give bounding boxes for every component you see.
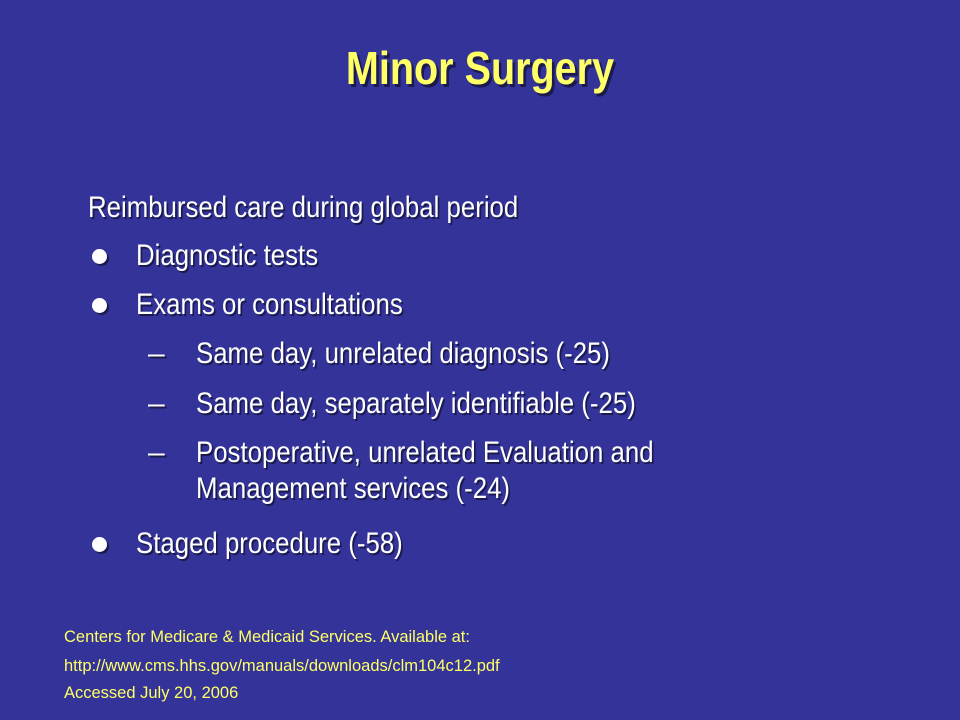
slide-title: Minor Surgery: [345, 42, 615, 94]
subitem-text-line1: Postoperative, unrelated Evaluation and: [196, 436, 654, 469]
subitem-text: Same day, separately identifiable (-25): [196, 387, 636, 420]
bullet-text: Diagnostic tests: [136, 239, 319, 272]
bullet-item-exams: [88, 287, 688, 323]
subitem-postoperative: [88, 435, 848, 507]
dash-icon: –: [148, 337, 165, 370]
bullet-dot-icon: [92, 537, 107, 552]
subitem-same-day-separate: [88, 386, 788, 422]
bullet-text: Exams or consultations: [136, 288, 403, 321]
bullet-item-diagnostic-tests: [88, 238, 688, 274]
bullet-dot-icon: [92, 298, 107, 313]
bullet-dot-icon: [92, 249, 107, 264]
citation-line-accessed: Accessed July 20, 2006: [64, 684, 239, 702]
dash-icon: –: [148, 436, 165, 469]
bullet-text: Staged procedure (-58): [136, 527, 403, 560]
dash-icon: –: [148, 387, 165, 420]
intro-text: Reimbursed care during global period: [88, 191, 519, 224]
bullet-item-staged-procedure: [88, 526, 688, 562]
subitem-same-day-unrelated: [88, 336, 788, 372]
citation-line-url: http://www.cms.hhs.gov/manuals/downloads/clm104c12.pdf: [64, 657, 500, 675]
citation-line-source: Centers for Medicare & Medicaid Services. Available at:: [64, 628, 470, 646]
subitem-text-line2: Management services (-24): [196, 472, 511, 505]
subitem-text: Same day, unrelated diagnosis (-25): [196, 337, 610, 370]
